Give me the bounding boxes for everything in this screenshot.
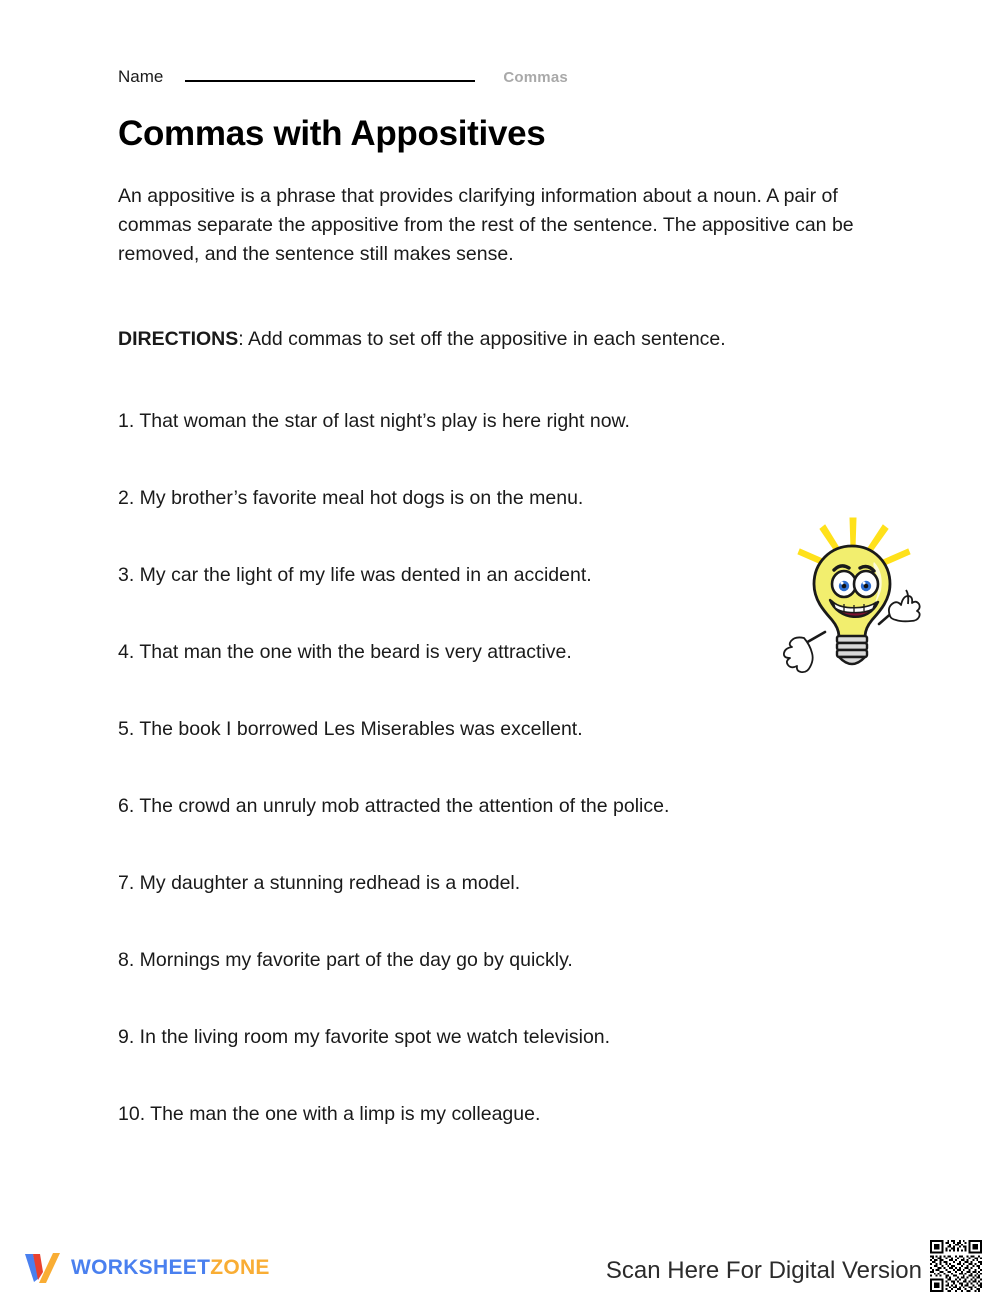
question-item[interactable]: 7. My daughter a stunning redhead is a model.	[118, 872, 521, 894]
question-item[interactable]: 6. The crowd an unruly mob attracted the attention of the police.	[118, 795, 670, 817]
logo-zone-text: ZONE	[210, 1256, 270, 1279]
w-logo-mark-icon	[22, 1251, 64, 1285]
name-label: Name	[118, 67, 164, 86]
question-item[interactable]: 5. The book I borrowed Les Miserables was excellent.	[118, 718, 583, 740]
intro-paragraph: An appositive is a phrase that provides clarifying information about a noun. A pair of commas separate the appositive from the rest of the sentence. The appositive can be removed, and the sentence still makes sense.	[118, 185, 854, 265]
logo-worksheet-text: WORKSHEET	[71, 1256, 211, 1279]
question-item[interactable]: 9. In the living room my favorite spot we watch television.	[118, 1026, 611, 1048]
question-item[interactable]: 4. That man the one with the beard is very attractive.	[118, 641, 572, 663]
question-item[interactable]: 2. My brother’s favorite meal hot dogs is on the menu.	[118, 487, 584, 509]
question-item[interactable]: 8. Mornings my favorite part of the day go by quickly.	[118, 949, 573, 971]
logo-wordmark	[71, 1256, 270, 1280]
question-list	[118, 408, 898, 1178]
directions-paragraph	[118, 325, 818, 354]
directions-text: : Add commas to set off the appositive in each sentence.	[238, 328, 726, 350]
qr-code[interactable]	[928, 1238, 984, 1294]
page-title: Commas with Appositives	[118, 114, 546, 153]
name-input-blank[interactable]	[185, 62, 475, 82]
scan-instruction-text: Scan Here For Digital Version	[605, 1257, 922, 1284]
question-item[interactable]: 10. The man the one with a limp is my colleague.	[118, 1103, 541, 1125]
worksheet-header	[118, 62, 886, 87]
question-item[interactable]: 1. That woman the star of last night’s play is here right now.	[118, 410, 630, 432]
subject-label: Commas	[503, 69, 568, 86]
lightbulb-mascot-icon	[782, 516, 922, 676]
directions-keyword: DIRECTIONS	[118, 328, 239, 350]
worksheet-zone-logo[interactable]	[22, 1251, 270, 1285]
question-item[interactable]: 3. My car the light of my life was dented in an accident.	[118, 564, 592, 586]
